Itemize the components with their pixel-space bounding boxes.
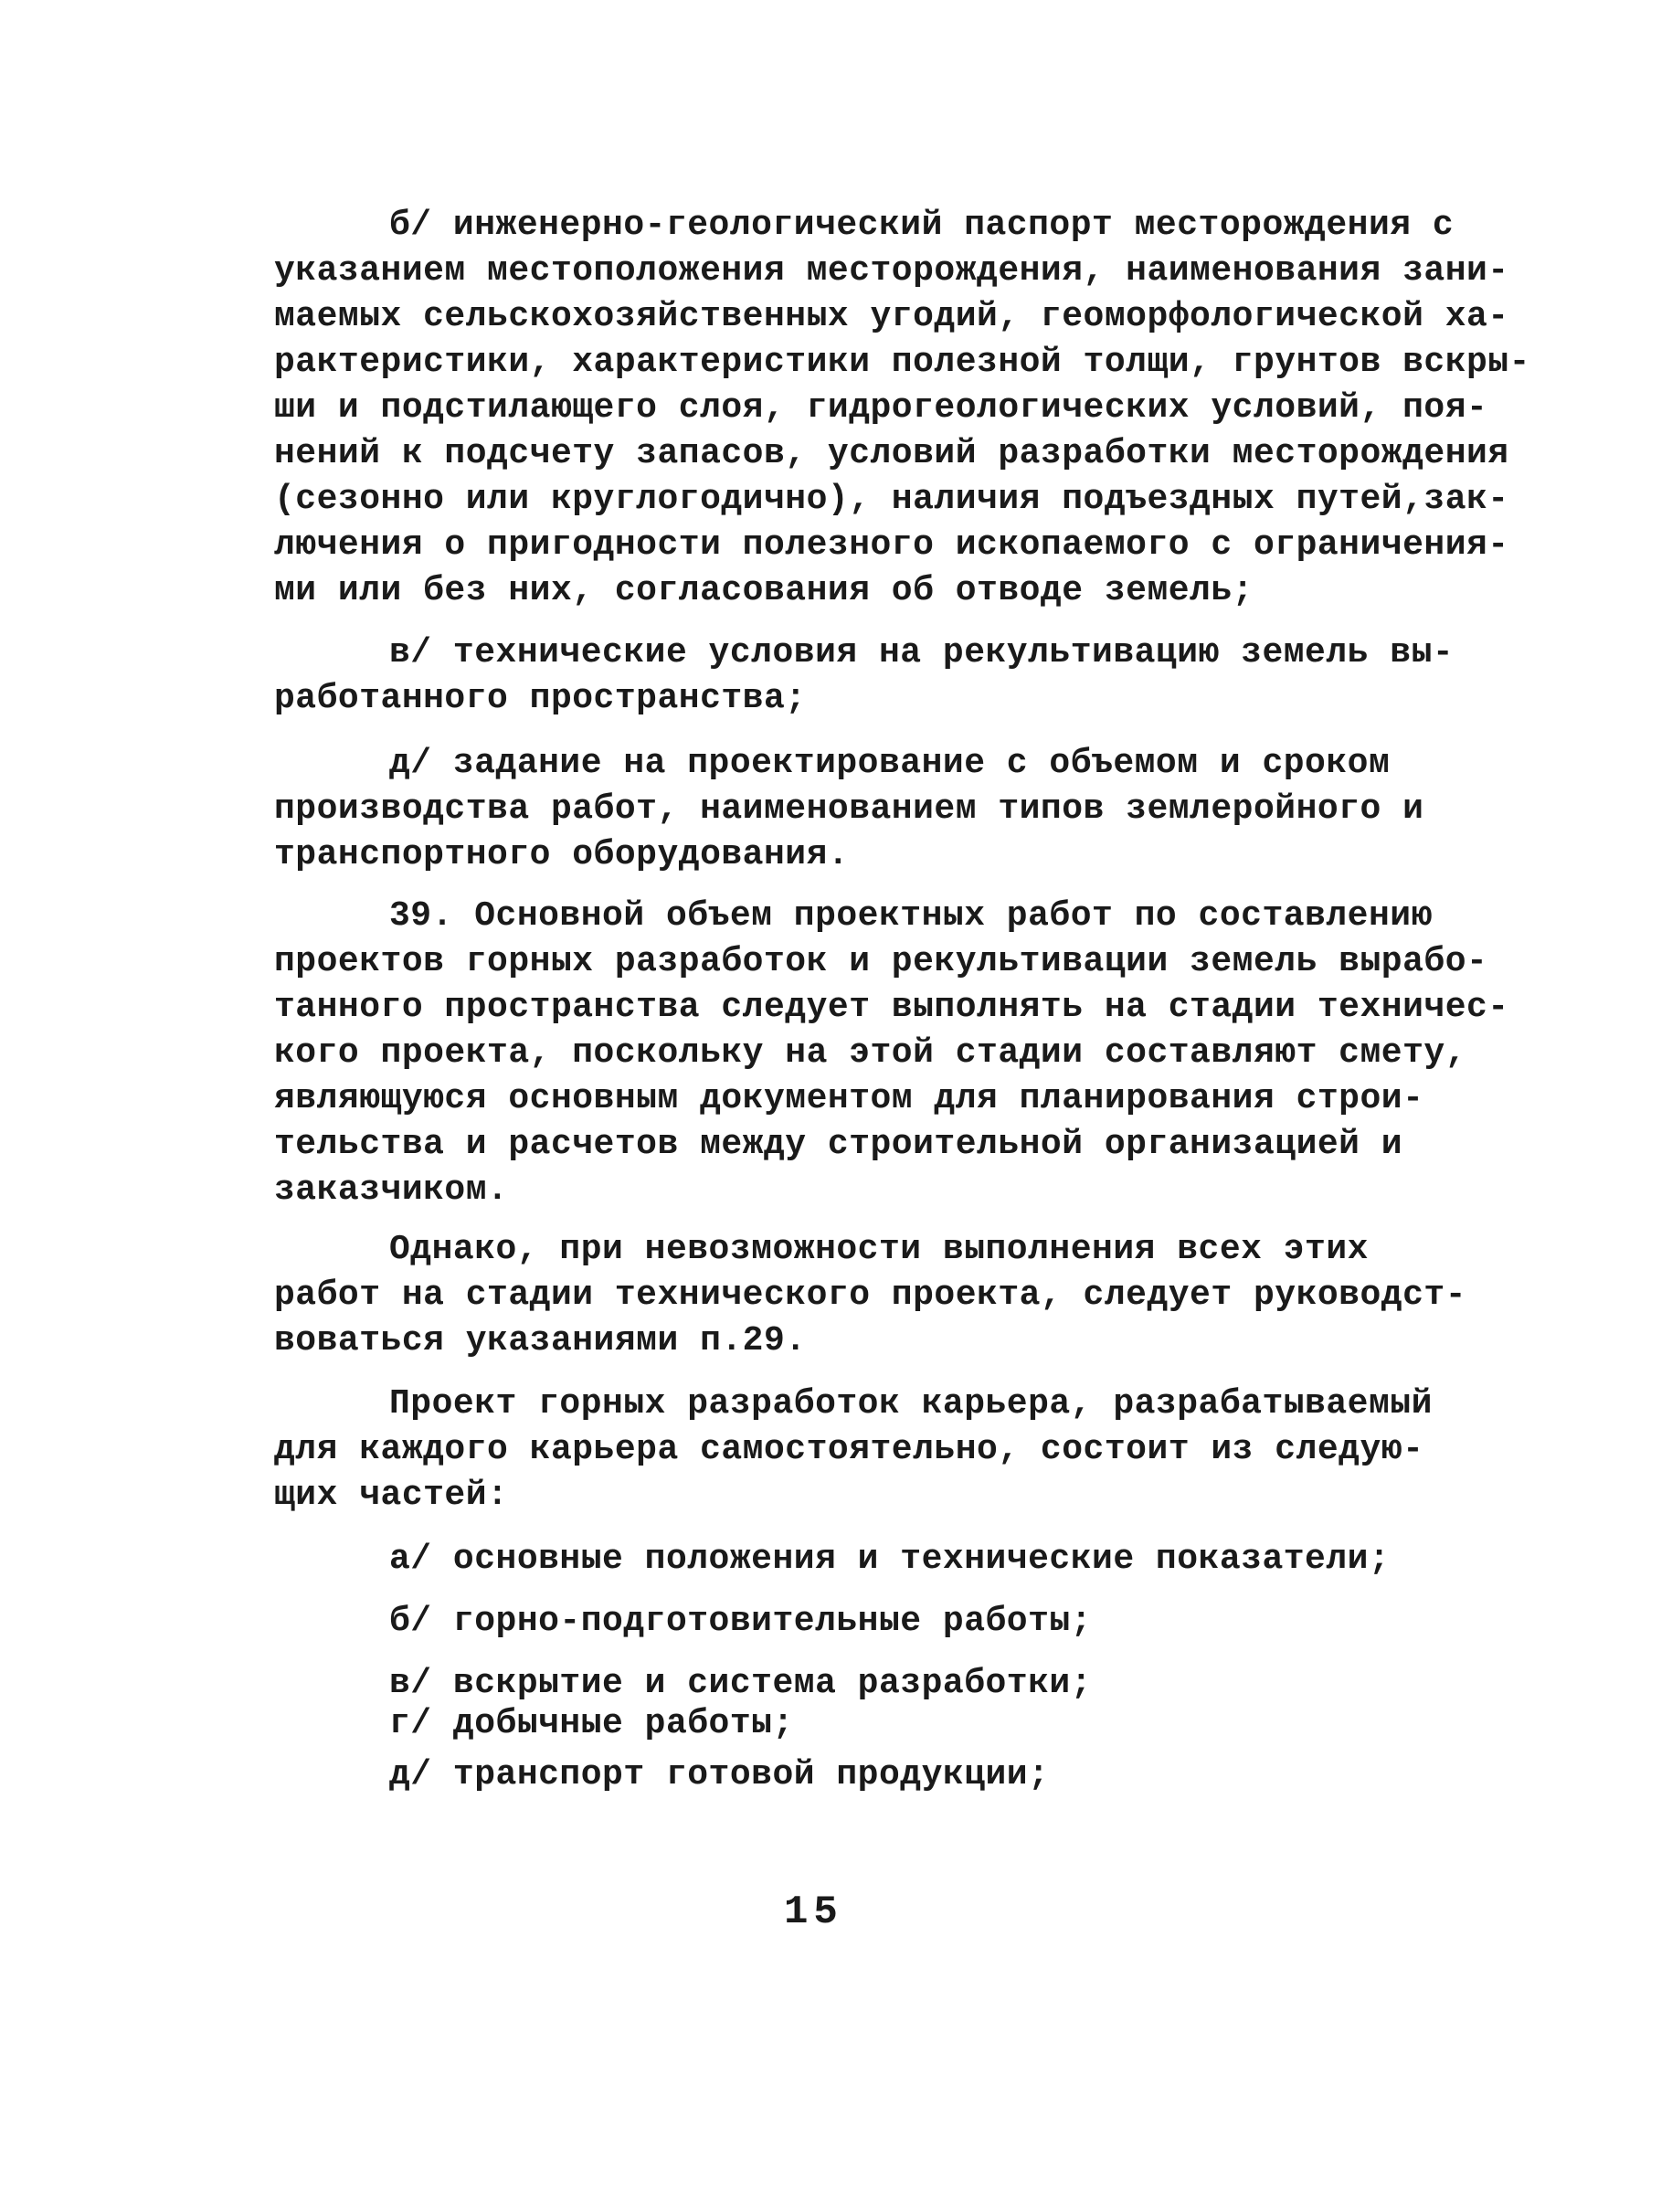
- paragraph-line: 39. Основной объем проектных работ по составлению: [389, 896, 1433, 936]
- paragraph-line: Однако, при невозможности выполнения всех этих: [389, 1230, 1369, 1269]
- paragraph-line: указанием местоположения месторождения, наименования зани-: [274, 251, 1509, 291]
- paragraph-line: являющуюся основным документом для планирования строи-: [274, 1079, 1424, 1118]
- paragraph-line: производства работ, наименованием типов землеройного и: [274, 789, 1424, 829]
- paragraph-proekt: [274, 1381, 1433, 1519]
- paragraph-line: ми или без них, согласования об отводе земель;: [274, 571, 1254, 610]
- paragraph-v: [274, 630, 1455, 722]
- paragraph-b: [274, 203, 1530, 614]
- paragraph-line: Проект горных разработок карьера, разрабатываемый: [389, 1384, 1433, 1424]
- paragraph-line: кого проекта, поскольку на этой стадии составляют смету,: [274, 1033, 1467, 1073]
- paragraph-line: танного пространства следует выполнять на стадии техничес-: [274, 988, 1509, 1027]
- paragraph-line: нений к подсчету запасов, условий разработки месторождения: [274, 434, 1509, 473]
- paragraph-line: рактеристики, характеристики полезной толщи, грунтов вскры-: [274, 343, 1530, 382]
- page-number: 15: [784, 1889, 843, 1935]
- paragraph-line: маемых сельскохозяйственных угодий, геоморфологической ха-: [274, 297, 1509, 336]
- list-item: а/ основные положения и технические показатели;: [389, 1540, 1391, 1579]
- paragraph-line: заказчиком.: [274, 1170, 509, 1210]
- paragraph-line: в/ технические условия на рекультивацию земель вы-: [389, 633, 1455, 672]
- paragraph-line: для каждого карьера самостоятельно, состоит из следую-: [274, 1430, 1424, 1469]
- paragraph-line: тельства и расчетов между строительной организацией и: [274, 1125, 1403, 1164]
- paragraph-line: работ на стадии технического проекта, следует руководст-: [274, 1275, 1467, 1315]
- paragraph-line: работанного пространства;: [274, 679, 807, 718]
- paragraph-line: (сезонно или круглогодично), наличия подъездных путей,зак-: [274, 480, 1509, 519]
- list-item: д/ транспорт готовой продукции;: [389, 1755, 1050, 1794]
- paragraph-line: проектов горных разработок и рекультивации земель вырабо-: [274, 942, 1488, 981]
- paragraph-line: ши и подстилающего слоя, гидрогеологических условий, поя-: [274, 388, 1488, 428]
- list-item: в/ вскрытие и система разработки;: [389, 1664, 1093, 1703]
- paragraph-odnako: [274, 1227, 1467, 1364]
- paragraph-line: транспортного оборудования.: [274, 835, 850, 874]
- paragraph-line: щих частей:: [274, 1476, 509, 1515]
- paragraph-line: воваться указаниями п.29.: [274, 1321, 807, 1360]
- paragraph-line: лючения о пригодности полезного ископаемого с ограничения-: [274, 525, 1509, 565]
- paragraph-d: [274, 741, 1424, 878]
- list-item: г/ добычные работы;: [389, 1704, 794, 1743]
- paragraph-39: [274, 894, 1509, 1213]
- paragraph-line: д/ задание на проектирование с объемом и сроком: [389, 744, 1391, 783]
- paragraph-line: б/ инженерно-геологический паспорт месторождения с: [389, 206, 1455, 245]
- list-item: б/ горно-подготовительные работы;: [389, 1602, 1093, 1641]
